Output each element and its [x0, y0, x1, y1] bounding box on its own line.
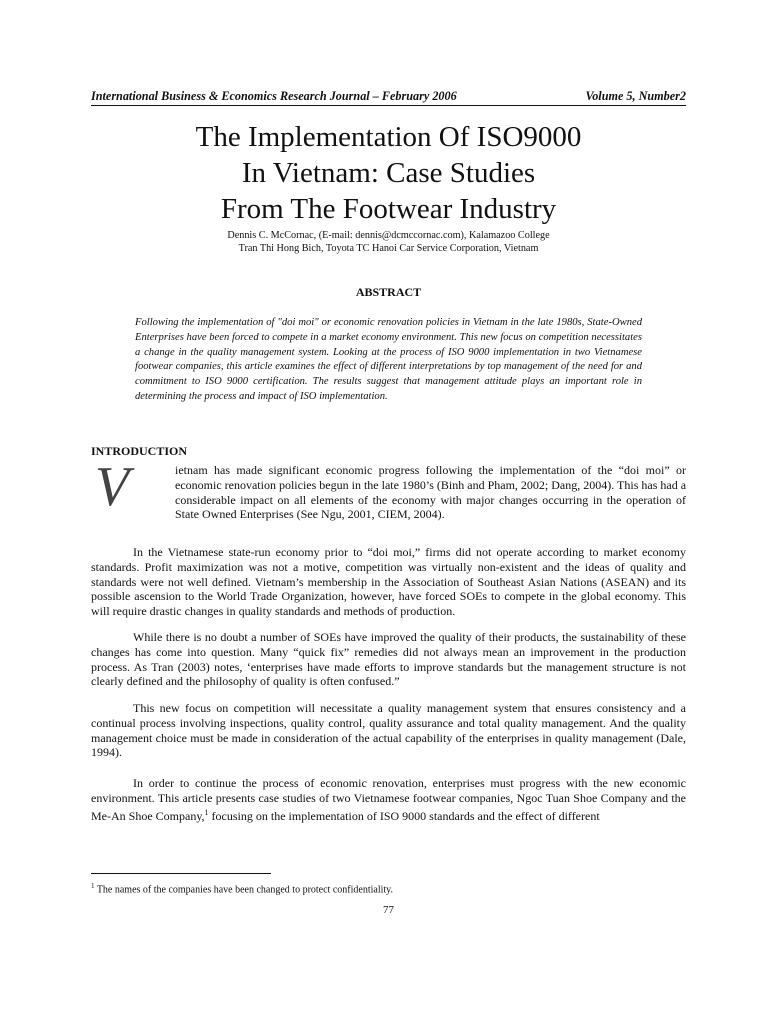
author-line-1: Dennis C. McCornac, (E-mail: dennis@dcmccornac.com), Kalamazoo College: [227, 230, 550, 241]
title-line-2: In Vietnam: Case Studies: [241, 157, 536, 189]
intro-paragraph-5-end: focusing on the implementation of ISO 9000 standards and the effect of different: [208, 808, 600, 823]
intro-paragraph-2: In the Vietnamese state-run economy prior to “doi moi,” firms did not operate according to market economy standards. Profit maximization was not a motive, competition was virtually non-existent and the ideas of quality and standards were not well defined. Vietnam’s membership in the Association of Southeast Asian Nations (ASEAN) and its possible ascension to the World Trade Organization, however, have forced SOEs to compete in the global economy. This will require drastic changes in quality standards and methods of production.: [91, 545, 686, 619]
intro-paragraph-5-start: In order to continue the process of economic renovation, enterprises must progress with the new economic environment. This article presents case studies of two Vietnamese footwear companies, Ngoc Tuan Shoe Company and the Me-An Shoe Company,: [91, 776, 686, 823]
footnote-divider: [91, 873, 271, 874]
title-line-1: The Implementation Of ISO9000: [195, 121, 582, 153]
running-header: [91, 88, 686, 106]
journal-name: International Business & Economics Research Journal – February 2006: [91, 89, 457, 103]
volume-number: Volume 5, Number2: [585, 89, 686, 103]
intro-paragraph-1: [91, 456, 687, 522]
author-block: [91, 229, 686, 255]
intro-paragraph-4: This new focus on competition will necessitate a quality management system that ensures consistency and a continual process involving inspections, quality control, quality assurance and total quality management. And the quality management choice must be made in consideration of the actual capability of the enterprises in quality management (Dale, 1994).: [91, 701, 686, 760]
footnote-text: The names of the companies have been changed to protect confidentiality.: [94, 884, 394, 896]
intro-paragraph-5: [91, 776, 686, 823]
page-number: 77: [383, 904, 394, 916]
author-line-2: Tran Thi Hong Bich, Toyota TC Hanoi Car Service Corporation, Vietnam: [238, 243, 539, 254]
footnote: [91, 880, 393, 896]
abstract-text: Following the implementation of "doi moi" or economic renovation policies in Vietnam in the late 1980s, State-Owned Enterprises have been forced to compete in a market economy environment. This new focus on competition necessitates a change in the quality management system. Looking at the process of ISO 9000 implementation in two Vietnamese footwear companies, this article examines the effect of different interpretations by top management of the need for and commitment to ISO 9000 certification. The results suggest that management attitude plays an important role in determining the process and impact of ISO implementation.: [135, 317, 642, 402]
drop-cap: V: [95, 456, 130, 518]
introduction-heading: INTRODUCTION: [91, 444, 188, 458]
intro-paragraph-1-text: ietnam has made significant economic progress following the implementation of the “doi moi” or economic renovation policies begun in the late 1980’s (Binh and Pham, 2002; Dang, 2004). This has had a considerable impact on all elements of the economy with major changes occurring in the operation of State Owned Enterprises (See Ngu, 2001, CIEM, 2004).: [175, 463, 687, 522]
paper-title: [91, 119, 686, 227]
footnote-marker: 1: [91, 882, 95, 890]
title-line-3: From The Footwear Industry: [220, 193, 557, 225]
abstract-heading: ABSTRACT: [355, 285, 422, 299]
intro-paragraph-3: While there is no doubt a number of SOEs have improved the quality of their products, the sustainability of these changes has come into question. Many “quick fix” remedies did not always mean an improvement in the production process. As Tran (2003) notes, ‘enterprises have made efforts to improve standards but the management structure is not clearly defined and the philosophy of quality is often confused.”: [91, 630, 686, 689]
footnote-reference[interactable]: 1: [204, 807, 209, 817]
